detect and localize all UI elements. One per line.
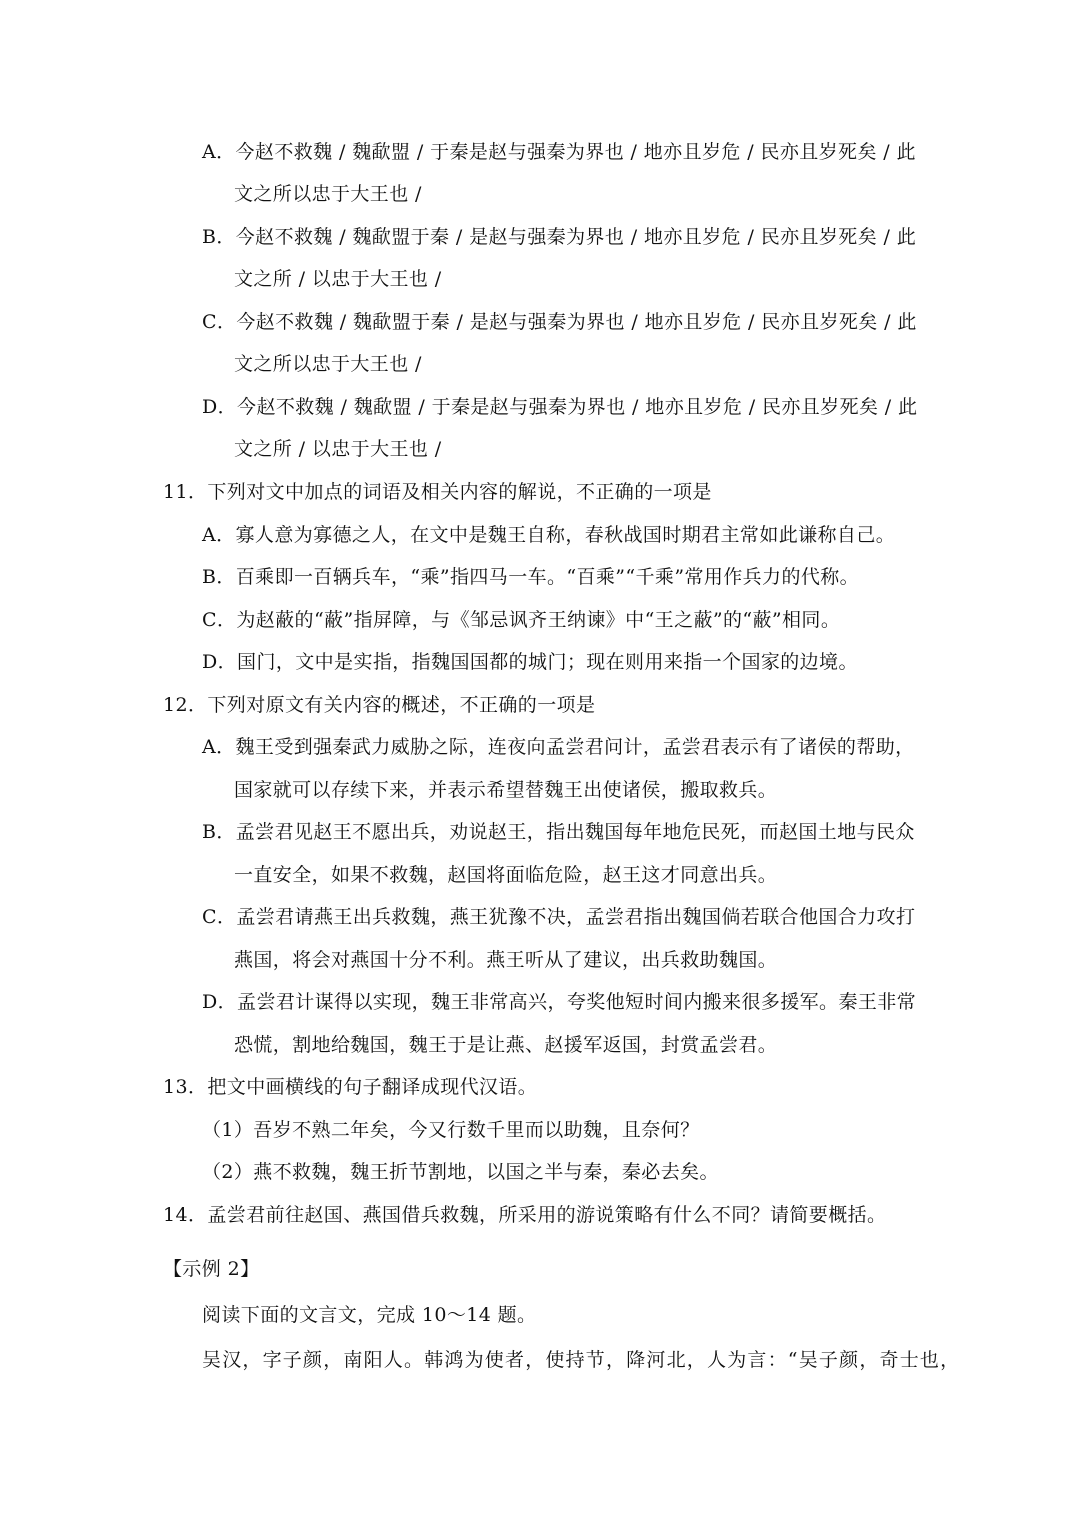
question-text: 下列对文中加点的词语及相关内容的解说，不正确的一项是 xyxy=(207,481,712,503)
option-label: C． xyxy=(202,906,237,928)
q12-option-c-line2: 燕国，将会对燕国十分不利。燕王听从了建议，出兵救助魏国。 xyxy=(234,949,778,971)
question-number: 13． xyxy=(163,1076,208,1098)
q10-option-c-line1 xyxy=(202,307,917,337)
example-2-passage-line1: 吴汉，字子颜，南阳人。韩鸿为使者，使持节，降河北，人为言：“吴子颜，奇士也， xyxy=(202,1349,961,1371)
option-text: 孟尝君计谋得以实现，魏王非常高兴，夸奖他短时间内搬来很多援军。秦王非常 xyxy=(237,991,917,1013)
option-label: C． xyxy=(202,609,237,631)
option-label: D． xyxy=(202,991,238,1013)
question-number: 11． xyxy=(163,481,208,503)
option-text: 魏王受到强秦武力威胁之际，连夜向孟尝君问计，孟尝君表示有了诸侯的帮助， xyxy=(235,736,915,758)
option-text: 为赵蔽的“蔽”指屏障，与《邹忌讽齐王纳谏》中“王之蔽”的“蔽”相同。 xyxy=(236,609,841,631)
option-label: B． xyxy=(202,226,236,248)
option-label: D． xyxy=(202,651,238,673)
question-number: 12． xyxy=(163,694,208,716)
q12-option-a-line2: 国家就可以存续下来，并表示希望替魏王出使诸侯，搬取救兵。 xyxy=(234,779,778,801)
example-2-instruction: 阅读下面的文言文，完成 10～14 题。 xyxy=(202,1304,537,1326)
q13-item-2: （2）燕不救魏，魏王折节割地，以国之半与秦，秦必去矣。 xyxy=(202,1161,719,1183)
question-text: 孟尝君前往赵国、燕国借兵救魏，所采用的游说策略有什么不同？请简要概括。 xyxy=(207,1204,887,1226)
example-2-title: 【示例 2】 xyxy=(163,1258,260,1280)
q12-option-b-line2: 一直安全，如果不救魏，赵国将面临危险，赵王这才同意出兵。 xyxy=(234,864,778,886)
q10-option-c-line2: 文之所以忠于大王也 / xyxy=(234,353,422,375)
q11-option-c xyxy=(202,605,840,635)
q14-stem xyxy=(163,1200,886,1230)
option-text: 今赵不救魏 / 魏歃盟于秦 / 是赵与强秦为界也 / 地亦且岁危 / 民亦且岁死矣 / 此 xyxy=(236,311,917,333)
option-text: 国门，文中是实指，指魏国国都的城门；现在则用来指一个国家的边境。 xyxy=(237,651,858,673)
q13-item-1: （1）吾岁不熟二年矣，今又行数千里而以助魏，且奈何？ xyxy=(202,1119,700,1141)
option-label: A． xyxy=(202,736,236,758)
q10-option-a-line2: 文之所以忠于大王也 / xyxy=(234,183,422,205)
q12-option-a-line1 xyxy=(202,732,915,762)
question-text: 下列对原文有关内容的概述，不正确的一项是 xyxy=(207,694,596,716)
q11-option-d xyxy=(202,647,858,677)
q11-stem xyxy=(163,477,712,507)
q12-option-d-line2: 恐慌，割地给魏国，魏王于是让燕、赵援军返国，封赏孟尝君。 xyxy=(234,1034,778,1056)
question-number: 14． xyxy=(163,1204,208,1226)
option-text: 今赵不救魏 / 魏歃盟 / 于秦是赵与强秦为界也 / 地亦且岁危 / 民亦且岁死矣 / 此 xyxy=(235,141,916,163)
q10-option-d-line1 xyxy=(202,392,917,422)
option-text: 寡人意为寡德之人，在文中是魏王自称，春秋战国时期君主常如此谦称自己。 xyxy=(235,524,896,546)
option-text: 今赵不救魏 / 魏歃盟 / 于秦是赵与强秦为界也 / 地亦且岁危 / 民亦且岁死矣 / 此 xyxy=(237,396,918,418)
option-label: A． xyxy=(202,524,236,546)
q12-option-d-line1 xyxy=(202,987,916,1017)
q11-option-a xyxy=(202,520,895,550)
question-text: 把文中画横线的句子翻译成现代汉语。 xyxy=(207,1076,538,1098)
option-text: 孟尝君请燕王出兵救魏，燕王犹豫不决，孟尝君指出魏国倘若联合他国合力攻打 xyxy=(236,906,916,928)
option-label: A． xyxy=(202,141,236,163)
q13-stem xyxy=(163,1072,537,1102)
q10-option-b-line2: 文之所 / 以忠于大王也 / xyxy=(234,268,442,290)
q10-option-d-line2: 文之所 / 以忠于大王也 / xyxy=(234,438,442,460)
q10-option-b-line1 xyxy=(202,222,916,252)
q12-option-c-line1 xyxy=(202,902,915,932)
option-label: C． xyxy=(202,311,237,333)
q12-option-b-line1 xyxy=(202,817,915,847)
option-text: 百乘即一百辆兵车，“乘”指四马一车。“百乘”“千乘”常用作兵力的代称。 xyxy=(235,566,860,588)
q11-option-b xyxy=(202,562,859,592)
option-label: B． xyxy=(202,566,236,588)
option-label: B． xyxy=(202,821,236,843)
option-text: 孟尝君见赵王不愿出兵，劝说赵王，指出魏国每年地危民死，而赵国土地与民众 xyxy=(235,821,915,843)
option-text: 今赵不救魏 / 魏歃盟于秦 / 是赵与强秦为界也 / 地亦且岁危 / 民亦且岁死矣 / 此 xyxy=(235,226,917,248)
q10-option-a-line1 xyxy=(202,137,916,167)
q12-stem xyxy=(163,690,595,720)
option-label: D． xyxy=(202,396,238,418)
